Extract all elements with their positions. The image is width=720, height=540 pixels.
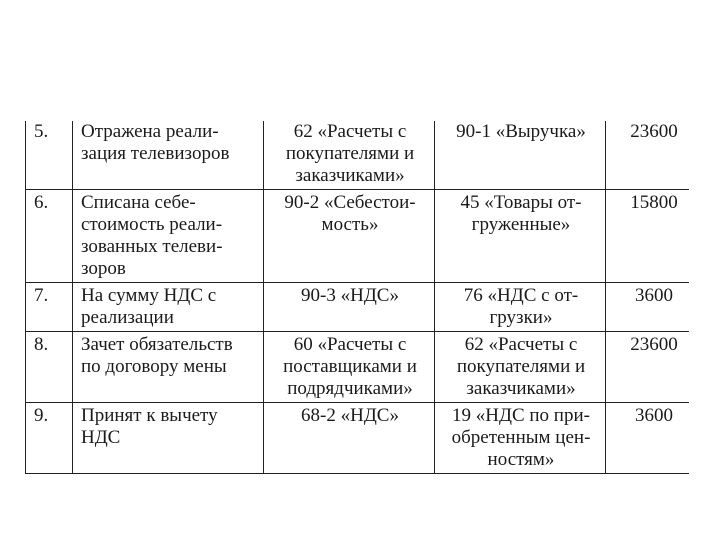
row-number: 6. xyxy=(26,190,73,283)
debit-account xyxy=(264,403,435,474)
text-line: поставщиками и xyxy=(283,356,417,377)
amount: 23600 xyxy=(606,121,690,190)
text-line: 62 «Расчеты с xyxy=(464,334,578,355)
text-line: Отражена реали- xyxy=(81,121,219,142)
text-line: стоимость реали- xyxy=(81,214,223,235)
text-line: ностям» xyxy=(487,449,555,470)
debit-account xyxy=(264,121,435,190)
operation-description xyxy=(73,332,264,403)
debit-account xyxy=(264,332,435,403)
text-line: реализации xyxy=(81,307,174,328)
debit-account xyxy=(264,283,435,332)
text-line: 60 «Расчеты с xyxy=(293,334,407,355)
text-line: 45 «Товары от- xyxy=(460,192,582,213)
text-line: 19 «НДС по при- xyxy=(452,405,590,426)
credit-account xyxy=(435,190,606,283)
text-line: 62 «Расчеты с xyxy=(293,121,407,142)
text-line: зация телевизоров xyxy=(81,143,230,164)
text-line: 90-3 «НДС» xyxy=(301,285,399,306)
row-number: 5. xyxy=(26,121,73,190)
text-line: заказчиками» xyxy=(295,165,405,186)
operation-description xyxy=(73,190,264,283)
text-line: покупателями и xyxy=(456,356,586,377)
text-line: 90-1 «Выручка» xyxy=(456,121,586,142)
text-line: На сумму НДС с xyxy=(81,285,217,306)
operation-description xyxy=(73,121,264,190)
credit-account xyxy=(435,283,606,332)
amount: 3600 xyxy=(606,283,690,332)
amount: 23600 xyxy=(606,332,690,403)
table-row xyxy=(26,190,690,283)
text-line: 76 «НДС с от- xyxy=(463,285,579,306)
debit-account xyxy=(264,190,435,283)
text-line: по договору мены xyxy=(81,356,227,377)
text-line: подрядчиками» xyxy=(287,378,413,399)
text-line: покупателями и xyxy=(285,143,415,164)
row-number: 9. xyxy=(26,403,73,474)
amount: 15800 xyxy=(606,190,690,283)
text-line: мость» xyxy=(321,214,379,235)
operation-description xyxy=(73,283,264,332)
table-row xyxy=(26,403,690,474)
text-line: заказчиками» xyxy=(466,378,576,399)
text-line: НДС xyxy=(81,427,121,448)
table-row xyxy=(26,283,690,332)
text-line: 68-2 «НДС» xyxy=(301,405,399,426)
row-number: 7. xyxy=(26,283,73,332)
table-row xyxy=(26,332,690,403)
text-line: 90-2 «Себестои- xyxy=(284,192,416,213)
text-line: Списана себе- xyxy=(81,192,196,213)
row-number: 8. xyxy=(26,332,73,403)
text-line: Принят к вычету xyxy=(81,405,218,426)
credit-account xyxy=(435,121,606,190)
text-line: зованных телеви- xyxy=(81,236,223,257)
text-line: обретенным цен- xyxy=(451,427,591,448)
text-line: груженные» xyxy=(471,214,571,235)
text-line: Зачет обязательств xyxy=(81,334,233,355)
amount: 3600 xyxy=(606,403,690,474)
text-line: грузки» xyxy=(489,307,553,328)
table-row xyxy=(26,121,690,190)
accounting-entries-table xyxy=(25,121,689,474)
ledger-sheet xyxy=(25,121,689,478)
credit-account xyxy=(435,403,606,474)
operation-description xyxy=(73,403,264,474)
text-line: зоров xyxy=(81,258,126,279)
credit-account xyxy=(435,332,606,403)
